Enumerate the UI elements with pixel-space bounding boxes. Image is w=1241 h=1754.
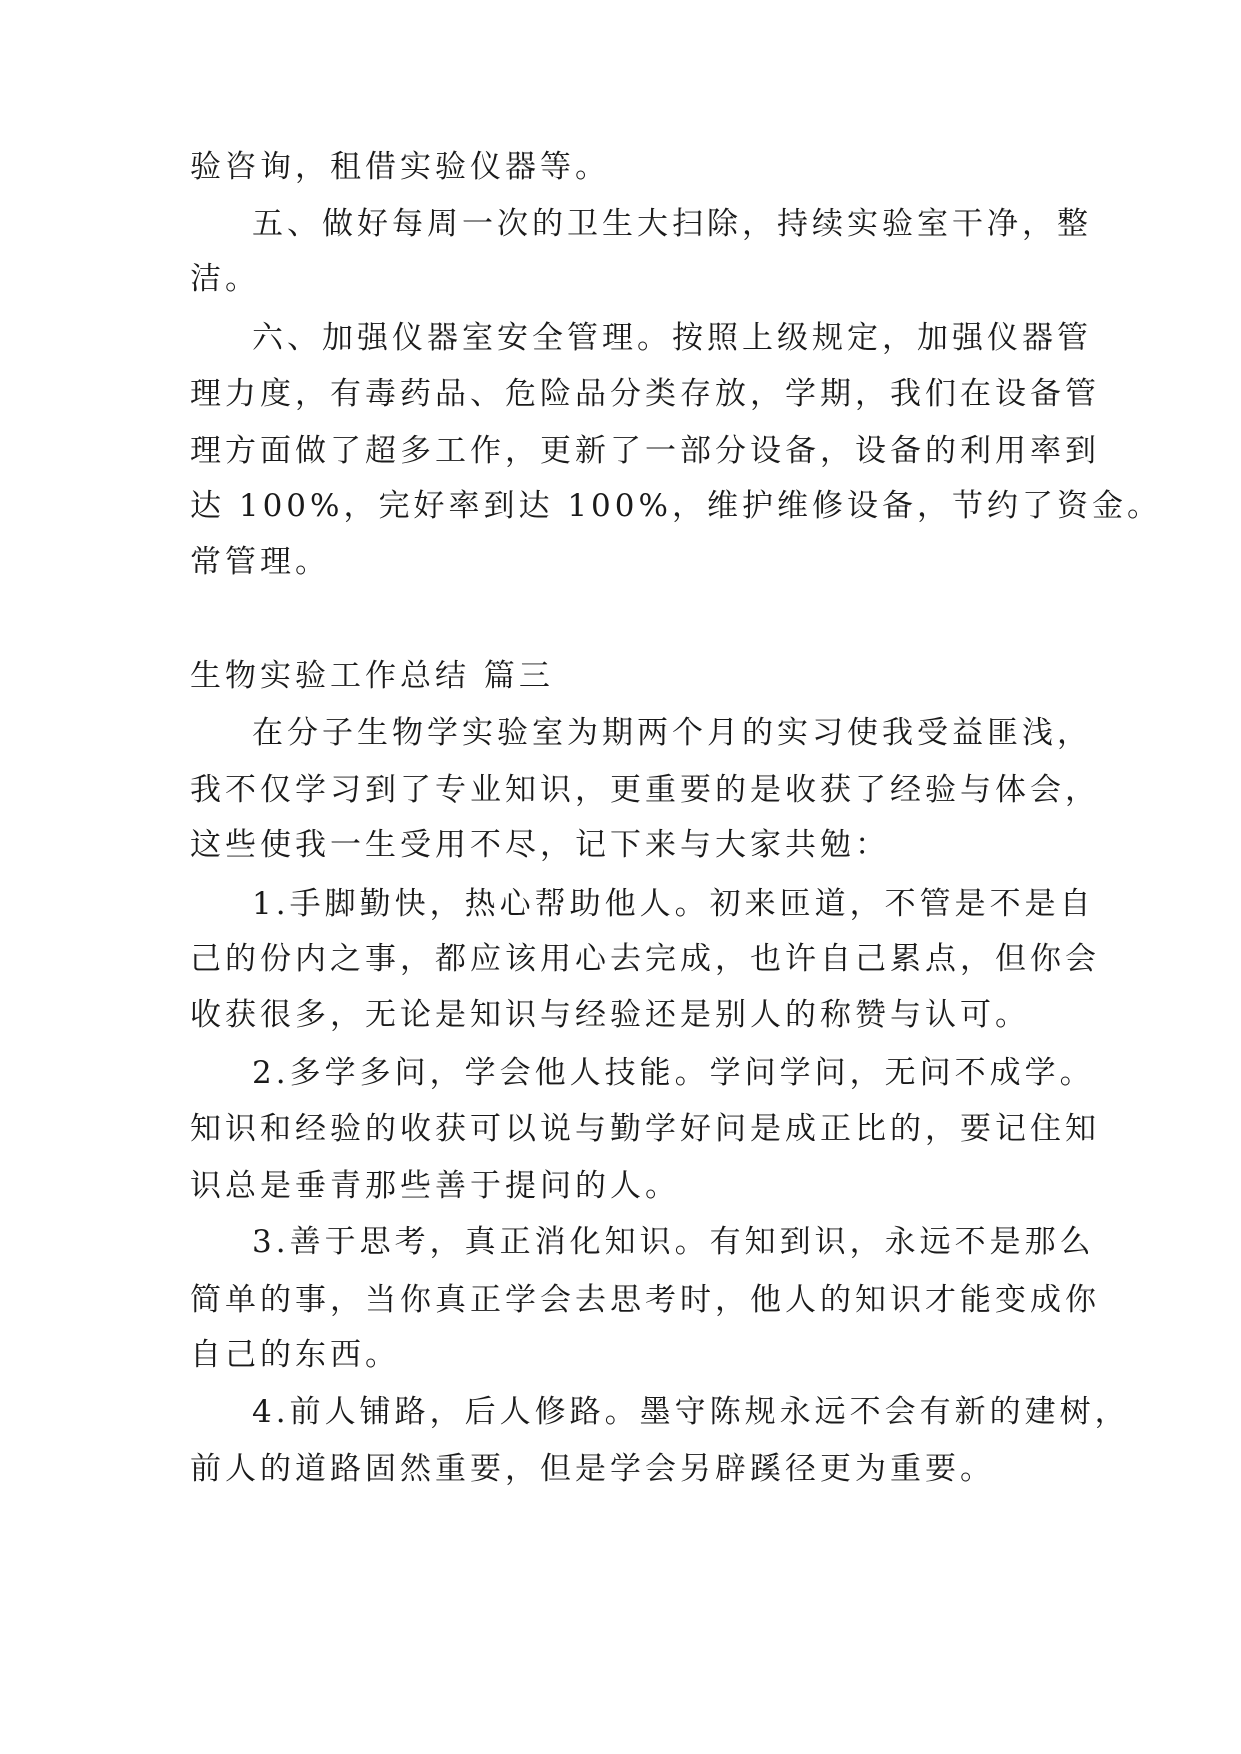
text-line: 简单的事，当你真正学会去思考时，他人的知识才能变成你 [190, 1282, 1100, 1318]
text-line: 这些使我一生受用不尽，记下来与大家共勉： [190, 827, 890, 863]
text-line: 洁。 [190, 261, 260, 297]
text-line: 理方面做了超多工作，更新了一部分设备，设备的利用率到 [190, 433, 1100, 469]
section-heading: 生物实验工作总结 篇三 [190, 658, 554, 694]
paragraph-line: 3.善于思考，真正消化知识。有知到识，永远不是那么 [252, 1224, 1095, 1260]
paragraph-line: 在分子生物学实验室为期两个月的实习使我受益匪浅， [252, 715, 1092, 751]
text-line: 收获很多，无论是知识与经验还是别人的称赞与认可。 [190, 997, 1030, 1033]
paragraph-line: 六、加强仪器室安全管理。按照上级规定，加强仪器管 [252, 320, 1092, 356]
text-line: 自己的东西。 [190, 1337, 400, 1373]
text-line: 理力度，有毒药品、危险品分类存放，学期，我们在设备管 [190, 376, 1100, 412]
text-line: 常管理。 [190, 544, 330, 580]
text-line: 我不仅学习到了专业知识，更重要的是收获了经验与体会， [190, 772, 1100, 808]
text-line: 己的份内之事，都应该用心去完成，也许自己累点，但你会 [190, 941, 1100, 977]
text-line: 验咨询，租借实验仪器等。 [190, 149, 610, 185]
text-line: 知识和经验的收获可以说与勤学好问是成正比的，要记住知 [190, 1111, 1100, 1147]
text-line: 前人的道路固然重要，但是学会另辟蹊径更为重要。 [190, 1451, 995, 1487]
paragraph-line: 五、做好每周一次的卫生大扫除，持续实验室干净，整 [252, 206, 1092, 242]
text-line: 达 100%，完好率到达 100%，维护维修设备，节约了资金。 [190, 488, 1162, 524]
text-line: 识总是垂青那些善于提问的人。 [190, 1168, 680, 1204]
paragraph-line: 2.多学多问，学会他人技能。学问学问，无问不成学。 [252, 1055, 1095, 1091]
paragraph-line: 4.前人铺路，后人修路。墨守陈规永远不会有新的建树， [252, 1394, 1130, 1430]
paragraph-line: 1.手脚勤快，热心帮助他人。初来匝道，不管是不是自 [252, 886, 1095, 922]
